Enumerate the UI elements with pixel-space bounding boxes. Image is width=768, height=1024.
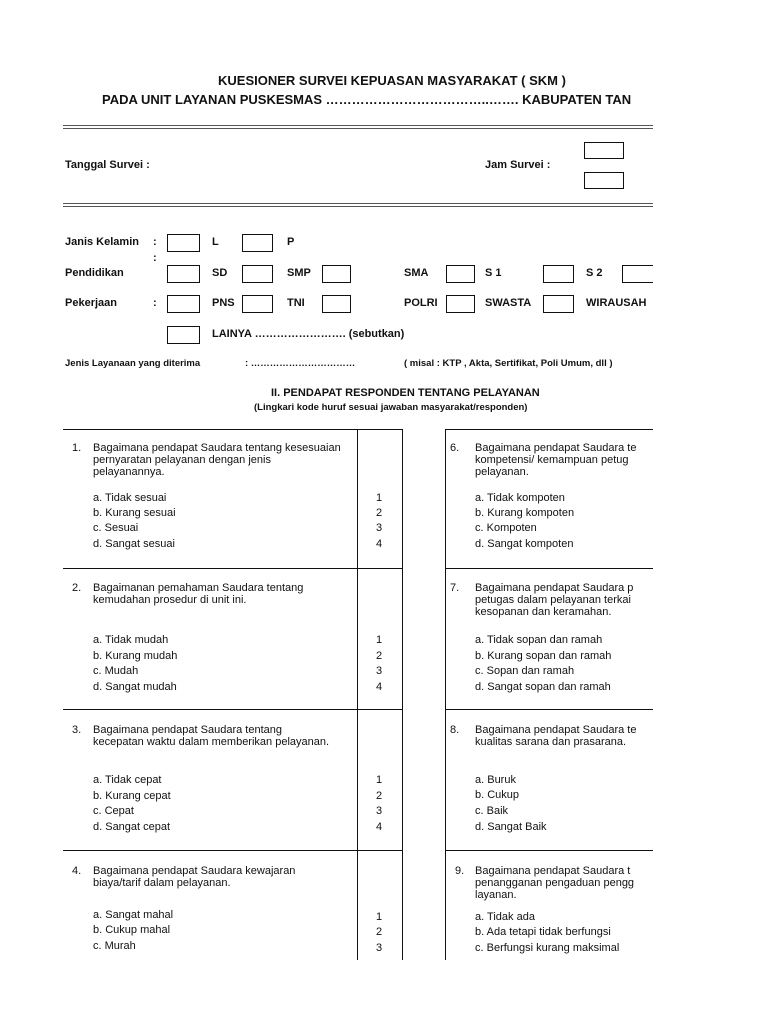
- answer-score: 3: [376, 805, 383, 817]
- answer-option[interactable]: c. Kompoten: [475, 522, 537, 534]
- answer-option[interactable]: c. Berfungsi kurang maksimal: [475, 942, 620, 954]
- question-text: Bagaimana pendapat Saudara tentang kesesuaian pernyaratan pelayanan dengan jenis pelayanannya.: [93, 442, 341, 478]
- answer-option[interactable]: d. Sangat Baik: [475, 821, 547, 833]
- job-pns-label: PNS: [212, 297, 235, 309]
- answer-option[interactable]: d. Sangat mudah: [93, 681, 177, 693]
- table-border: [445, 568, 653, 569]
- question-number: 7.: [450, 582, 460, 594]
- answer-option[interactable]: d. Sangat sopan dan ramah: [475, 681, 611, 693]
- answer-option[interactable]: a. Buruk: [475, 774, 516, 786]
- form-title: KUESIONER SURVEI KEPUASAN MASYARAKAT ( SKM ): [218, 73, 566, 88]
- colon: :: [153, 236, 157, 248]
- education-label: Pendidikan: [65, 267, 124, 279]
- section-subtitle: (Lingkari kode huruf sesuai jawaban masyarakat/responden): [254, 402, 528, 413]
- table-border: [357, 429, 358, 960]
- answer-option[interactable]: b. Kurang mudah: [93, 650, 178, 662]
- answer-score: 3: [376, 522, 383, 534]
- job-other-label: LAINYA ……………………. (sebutkan): [212, 328, 405, 340]
- answer-option[interactable]: a. Tidak sesuai: [93, 492, 167, 504]
- answer-option[interactable]: b. Cukup: [475, 789, 520, 801]
- answer-option[interactable]: d. Sangat kompoten: [475, 538, 574, 550]
- education-smp-label: SMP: [287, 267, 311, 279]
- table-border: [445, 850, 653, 851]
- answer-score: 1: [376, 634, 383, 646]
- divider: [63, 206, 653, 207]
- job-tni-checkbox[interactable]: [242, 295, 273, 313]
- divider: [63, 203, 653, 204]
- gender-p-label: P: [287, 236, 295, 248]
- answer-option[interactable]: b. Cukup mahal: [93, 924, 171, 936]
- form-subtitle: PADA UNIT LAYANAN PUSKESMAS ………………………………..……. KABUPATEN TAN: [102, 92, 632, 107]
- job-swasta-label: SWASTA: [485, 297, 532, 309]
- education-s1-checkbox[interactable]: [446, 265, 475, 283]
- table-border: [63, 568, 403, 569]
- education-sma-checkbox[interactable]: [322, 265, 351, 283]
- answer-option[interactable]: b. Ada tetapi tidak berfungsi: [475, 926, 611, 938]
- survey-time-hour-box[interactable]: [584, 142, 624, 159]
- gender-p-checkbox[interactable]: [242, 234, 273, 252]
- question-number: 6.: [450, 442, 460, 454]
- question-number: 4.: [72, 865, 82, 877]
- answer-option[interactable]: c. Sopan dan ramah: [475, 665, 575, 677]
- job-tni-label: TNI: [287, 297, 305, 309]
- gender-label: Janis Kelamin: [65, 236, 139, 248]
- education-s1-label: S 1: [485, 267, 502, 279]
- section-title: II. PENDAPAT RESPONDEN TENTANG PELAYANAN: [271, 387, 540, 399]
- table-border: [445, 429, 446, 960]
- question-number: 9.: [455, 865, 465, 877]
- question-text: Bagaimanan pemahaman Saudara tentang kemudahan prosedur di unit ini.: [93, 582, 304, 606]
- answer-option[interactable]: d. Sangat sesuai: [93, 538, 175, 550]
- survey-time-label: Jam Survei :: [485, 159, 551, 171]
- answer-score: 1: [376, 911, 383, 923]
- answer-score: 2: [376, 650, 383, 662]
- survey-time-minute-box[interactable]: [584, 172, 624, 189]
- answer-score: 3: [376, 665, 383, 677]
- education-sd-label: SD: [212, 267, 228, 279]
- question-text: Bagaimana pendapat Saudara tentang kecepatan waktu dalam memberikan pelayanan.: [93, 724, 330, 748]
- question-text: Bagaimana pendapat Saudara p petugas dalam pelayanan terkai kesopanan dan keramahan.: [475, 582, 634, 618]
- question-text: Bagaimana pendapat Saudara kewajaran biaya/tarif dalam pelayanan.: [93, 865, 296, 889]
- answer-option[interactable]: c. Sesuai: [93, 522, 139, 534]
- answer-option[interactable]: a. Tidak kompoten: [475, 492, 565, 504]
- education-sd-checkbox[interactable]: [167, 265, 200, 283]
- job-wirausaha-checkbox[interactable]: [543, 295, 574, 313]
- table-border: [445, 429, 653, 430]
- table-border: [63, 429, 403, 430]
- answer-option[interactable]: b. Kurang sesuai: [93, 507, 176, 519]
- question-number: 8.: [450, 724, 460, 736]
- service-example: ( misal : KTP , Akta, Sertifikat, Poli Umum, dll ): [404, 358, 613, 369]
- education-sma-label: SMA: [404, 267, 429, 279]
- divider: [63, 128, 653, 129]
- job-polri-checkbox[interactable]: [322, 295, 351, 313]
- job-wirausaha-label: WIRAUSAH: [586, 297, 647, 309]
- question-number: 2.: [72, 582, 82, 594]
- survey-date-label: Tanggal Survei :: [65, 159, 150, 171]
- table-border: [63, 850, 403, 851]
- question-text: Bagaimana pendapat Saudara te kualitas sarana dan prasarana.: [475, 724, 637, 748]
- question-text: Bagaimana pendapat Saudara te kompetensi/ kemampuan petug pelayanan.: [475, 442, 637, 478]
- job-polri-label: POLRI: [404, 297, 438, 309]
- gender-l-label: L: [212, 236, 219, 248]
- education-s2-checkbox[interactable]: [543, 265, 574, 283]
- answer-option[interactable]: a. Tidak mudah: [93, 634, 169, 646]
- education-smp-checkbox[interactable]: [242, 265, 273, 283]
- answer-score: 2: [376, 790, 383, 802]
- answer-option[interactable]: c. Mudah: [93, 665, 139, 677]
- answer-option[interactable]: a. Tidak sopan dan ramah: [475, 634, 603, 646]
- job-other-checkbox[interactable]: [167, 326, 200, 344]
- answer-score: 2: [376, 926, 383, 938]
- answer-option[interactable]: c. Baik: [475, 805, 509, 817]
- divider: [63, 125, 653, 126]
- education-s2-label: S 2: [586, 267, 603, 279]
- answer-option[interactable]: b. Kurang sopan dan ramah: [475, 650, 612, 662]
- question-number: 1.: [72, 442, 82, 454]
- answer-score: 1: [376, 492, 383, 504]
- answer-option[interactable]: b. Kurang kompoten: [475, 507, 575, 519]
- answer-score: 1: [376, 774, 383, 786]
- answer-score: 2: [376, 507, 383, 519]
- answer-option[interactable]: b. Kurang cepat: [93, 790, 171, 802]
- answer-option[interactable]: d. Sangat cepat: [93, 821, 171, 833]
- service-label: Jenis Layanaan yang diterima: [65, 358, 201, 369]
- job-pns-checkbox[interactable]: [167, 295, 200, 313]
- answer-option[interactable]: c. Murah: [93, 940, 136, 952]
- question-text: Bagaimana pendapat Saudara t penangganan pengaduan pengg layanan.: [475, 865, 635, 901]
- answer-option[interactable]: a. Tidak cepat: [93, 774, 162, 786]
- job-swasta-checkbox[interactable]: [446, 295, 475, 313]
- education-s3-checkbox[interactable]: [622, 265, 653, 283]
- table-border: [445, 709, 653, 710]
- job-label: Pekerjaan: [65, 297, 117, 309]
- answer-score: 4: [376, 821, 383, 833]
- answer-option[interactable]: a. Tidak ada: [475, 911, 535, 923]
- gender-l-checkbox[interactable]: [167, 234, 200, 252]
- answer-option[interactable]: a. Sangat mahal: [93, 909, 174, 921]
- answer-score: 3: [376, 942, 383, 954]
- question-number: 3.: [72, 724, 82, 736]
- table-border: [63, 709, 403, 710]
- table-border: [402, 429, 403, 960]
- service-value: : ……………………………: [245, 358, 356, 369]
- answer-score: 4: [376, 681, 383, 693]
- colon: :: [153, 252, 157, 264]
- colon: :: [153, 297, 157, 309]
- answer-option[interactable]: c. Cepat: [93, 805, 134, 817]
- answer-score: 4: [376, 538, 383, 550]
